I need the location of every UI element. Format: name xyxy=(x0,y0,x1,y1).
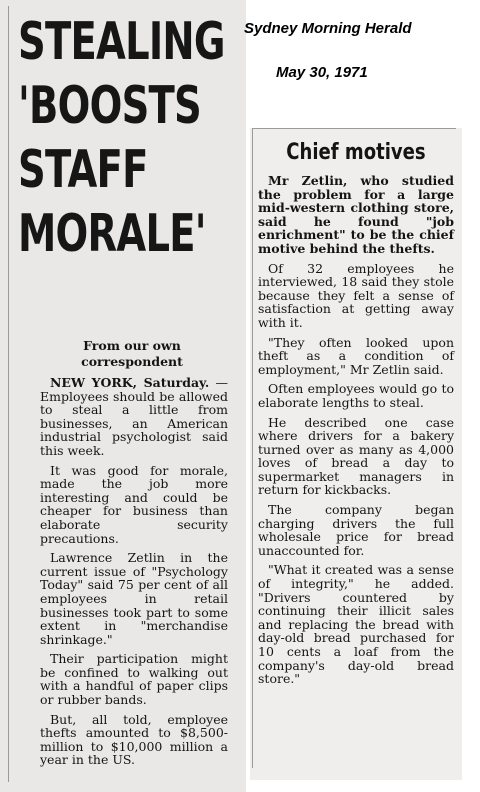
column-rule xyxy=(252,128,253,768)
paragraph: Lawrence Zetlin in the current issue of "Psychology Today" said 75 per cent of all employees in retail businesses took part to some extent in "merchandise shrinkage." xyxy=(40,550,228,647)
headline xyxy=(18,10,225,266)
byline: From our own correspondent xyxy=(81,338,183,369)
dateline: NEW YORK, Saturday. xyxy=(50,375,210,390)
paragraph: Of 32 employees he interviewed, 18 said they stole because they felt a sense of satisfaction at getting away with it. xyxy=(258,260,454,330)
paragraph: But, all told, employee thefts amounted to $8,500-million to $10,000 million a year in the US. xyxy=(40,711,228,768)
paragraph: He described one case where drivers for a bakery turned over as many as 4,000 loves of bread a day to supermarket managers in return for kickbacks. xyxy=(258,414,454,498)
paragraph-text: — Employees should be allowed to steal a little from businesses, an American industrial psychologist said this week. xyxy=(40,375,228,458)
date-caption: May 30, 1971 xyxy=(276,64,368,81)
top-rule xyxy=(252,128,456,129)
right-column-body xyxy=(258,174,454,692)
paragraph xyxy=(40,376,228,458)
column-rule xyxy=(8,6,9,782)
subhead xyxy=(250,140,462,166)
paragraph: Often employees would go to elaborate lengths to steal. xyxy=(258,381,454,410)
paragraph: "They often looked upon theft as a condition of employment," Mr Zetlin said. xyxy=(258,334,454,377)
headline-line: 'BOOSTS xyxy=(18,76,202,136)
headline-line: MORALE' xyxy=(18,204,206,264)
headline-line: STAFF xyxy=(18,140,148,200)
subhead-text: Chief motives xyxy=(286,140,426,165)
headline-line: STEALING xyxy=(18,12,225,72)
paragraph: Their participation might be confined to walking out with a handful of paper clips or rubber bands. xyxy=(40,651,228,708)
paragraph: It was good for morale, made the job more interesting and could be cheaper for business than elaborate security precautions. xyxy=(40,462,228,546)
paragraph: The company began charging drivers the full wholesale price for bread unaccounted for. xyxy=(258,502,454,558)
lead-paragraph: Mr Zetlin, who studied the problem for a large mid-western clothing store, said he found "job enrichment" to be the chief motive behind the thefts. xyxy=(258,173,454,256)
paragraph: "What it created was a sense of integrity," he added. "Drivers countered by continuing their illicit sales and replacing the bread with day-old bread purchased for 10 cents a loaf from the company's day-old bread store." xyxy=(258,562,454,687)
left-column-body xyxy=(40,376,228,773)
source-caption: Sydney Morning Herald xyxy=(244,20,412,37)
